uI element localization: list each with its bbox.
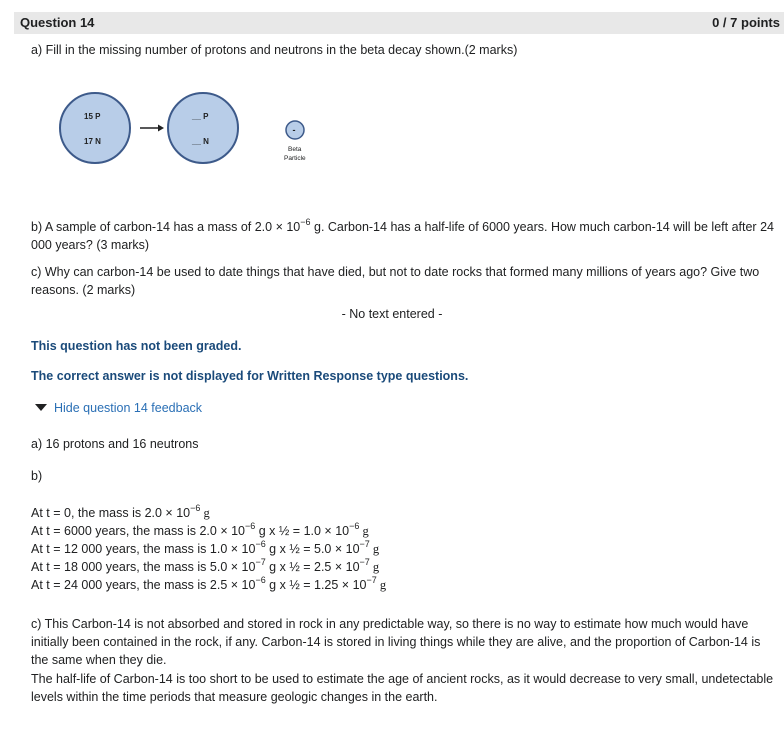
daughter-protons-blank: __ P xyxy=(192,112,209,121)
part-b-prompt-pre: b) A sample of carbon-14 has a mass of 2.0 × 10 xyxy=(31,220,301,234)
feedback-answer-b-label: b) xyxy=(31,469,43,483)
beta-symbol: - xyxy=(292,125,296,135)
part-c-prompt: c) Why can carbon-14 be used to date things that have died, but not to date rocks that formed many millions of years ago? Give two reasons. (2 marks) xyxy=(31,265,760,297)
part-a-prompt: a) Fill in the missing number of protons and neutrons in the beta decay shown.(2 marks) xyxy=(31,43,518,57)
calc-line: At t = 24 000 years, the mass is $2.5 \times 10^{-6}$ g x ½ = $1.25 \times 10^{-7}$ g xyxy=(31,575,387,592)
parent-nucleus xyxy=(60,93,130,163)
daughter-nucleus xyxy=(168,93,238,163)
collapse-triangle-icon xyxy=(35,404,47,411)
beta-label-1: Beta xyxy=(288,146,302,153)
decay-arrow xyxy=(140,125,164,132)
calc-line: At t = 18 000 years, the mass is $5.0 \times 10^{-7}$ g x ½ = $2.5 \times 10^{-7}$ g xyxy=(31,557,380,574)
beta-decay-diagram xyxy=(55,90,325,170)
parent-protons-label: 15 P xyxy=(84,112,101,121)
question-title: Question 14 xyxy=(20,15,95,30)
feedback-answer-a: a) 16 protons and 16 neutrons xyxy=(31,437,199,451)
hide-feedback-label[interactable]: Hide question 14 feedback xyxy=(54,401,203,415)
feedback-calculation-lines xyxy=(31,499,779,592)
calc-line: At t = 12 000 years, the mass is $1.0 \times 10^{-6}$ g x ½ = $5.0 \times 10^{-7}$ g xyxy=(31,539,380,556)
calc-line: At t = 6000 years, the mass is $2.0 \times 10^{-6}$ g x ½ = $1.0 \times 10^{-6}$ g xyxy=(31,521,369,538)
answer-not-displayed-note: The correct answer is not displayed for Written Response type questions. xyxy=(31,369,469,383)
parent-neutrons-label: 17 N xyxy=(84,137,101,146)
hide-feedback-toggle[interactable] xyxy=(35,401,202,415)
not-graded-note: This question has not been graded. xyxy=(31,339,242,353)
feedback-answer-c: c) This Carbon-14 is not absorbed and stored in rock in any predictable way, so there is no way to estimate how much would have initially been contained in the rock, if any. Carbon-14 is stored in living things while they are alive, and the proportion of Carbon-14 is the same when they die. xyxy=(31,617,761,667)
calc-line: At t = 0, the mass is $2.0 \times 10^{-6}$ g xyxy=(31,503,210,520)
beta-label-2: Particle xyxy=(284,155,306,162)
part-b-prompt xyxy=(31,213,779,254)
question-header xyxy=(14,12,784,34)
feedback-answer-c-2: The half-life of Carbon-14 is too short to be used to estimate the age of ancient rocks, as it would decrease to very small, undetectable levels within the time periods that measure geologic changes in the earth. xyxy=(31,672,774,704)
question-points: 0 / 7 points xyxy=(712,15,780,30)
no-text-entered: - No text entered - xyxy=(341,307,443,321)
part-b-prompt-post: g. Carbon-14 has a half-life of 6000 years. How much carbon-14 will be left after 24 000 years? (3 marks) xyxy=(31,220,774,252)
part-b-prompt-exp: −6 xyxy=(300,217,311,227)
daughter-neutrons-blank: __ N xyxy=(192,137,209,146)
